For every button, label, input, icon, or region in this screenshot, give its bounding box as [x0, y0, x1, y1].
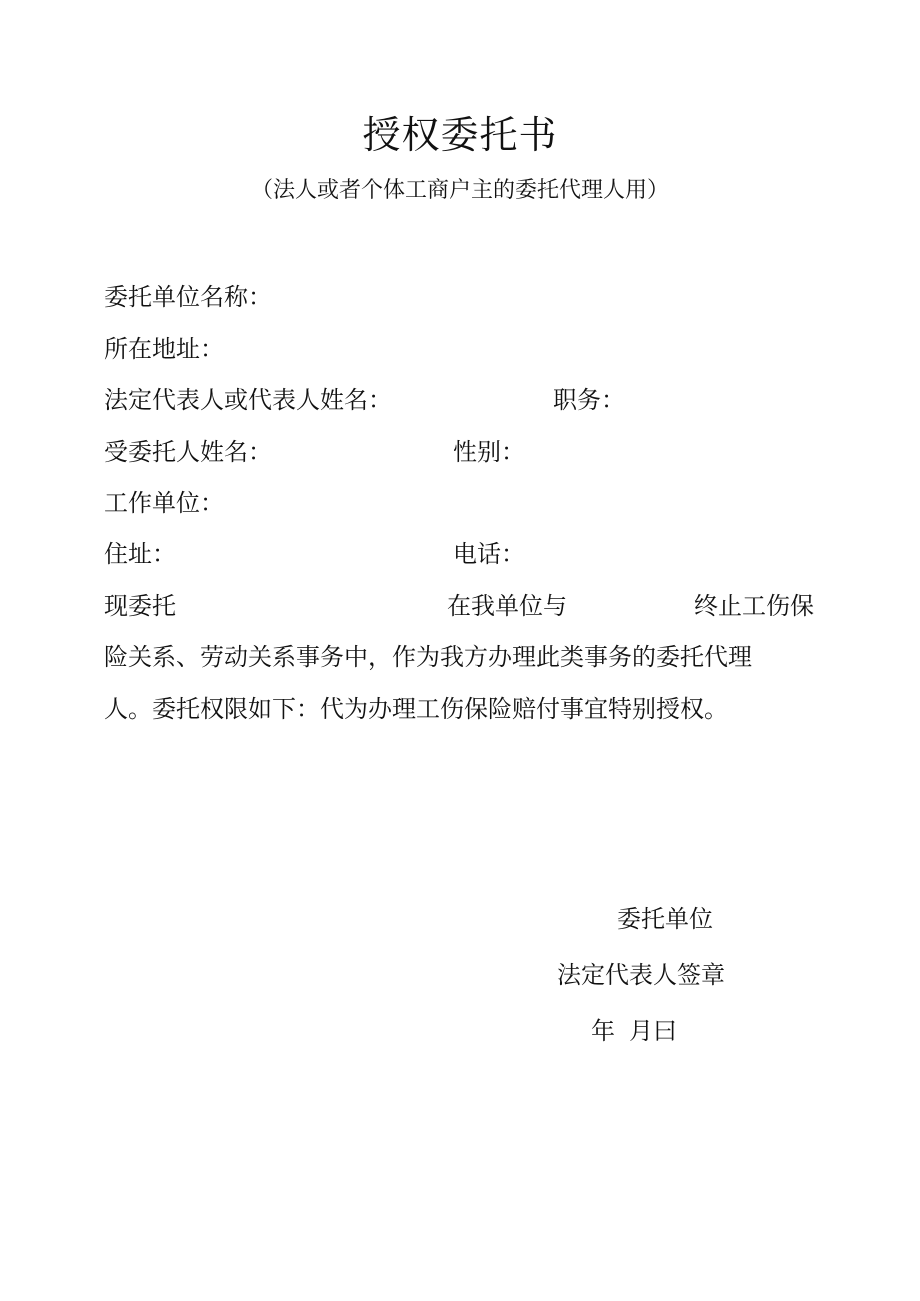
- document-subtitle: （法人或者个体工商户主的委托代理人用）: [250, 178, 669, 203]
- field-work-unit: 工作单位：: [104, 489, 224, 517]
- field-gender: 性别：: [453, 438, 525, 466]
- body-line3: 人。委托权限如下：代为办理工伤保险赔付事宜特别授权。: [104, 695, 728, 723]
- body-line1-part1: 现委托: [104, 592, 176, 620]
- body-line2: 险关系、劳动关系事务中，作为我方办理此类事务的委托代理: [104, 643, 752, 671]
- signature-year: 年: [591, 1017, 615, 1045]
- field-agent-name: 受委托人姓名：: [104, 438, 272, 466]
- field-entrusting-unit: 委托单位名称：: [104, 283, 272, 311]
- field-address: 所在地址：: [104, 335, 224, 363]
- document-title: 授权委托书: [362, 113, 558, 157]
- body-line1-part3: 终止工伤保: [694, 592, 814, 620]
- signature-month-day: 月曰: [629, 1017, 677, 1045]
- field-position: 职务：: [553, 386, 625, 414]
- signature-entrusting-unit: 委托单位: [617, 905, 713, 933]
- field-phone: 电话：: [453, 540, 525, 568]
- signature-legal-rep-seal: 法定代表人签章: [557, 961, 725, 989]
- field-residence: 住址：: [104, 540, 176, 568]
- body-line1-part2: 在我单位与: [447, 592, 567, 620]
- field-legal-representative: 法定代表人或代表人姓名：: [104, 386, 392, 414]
